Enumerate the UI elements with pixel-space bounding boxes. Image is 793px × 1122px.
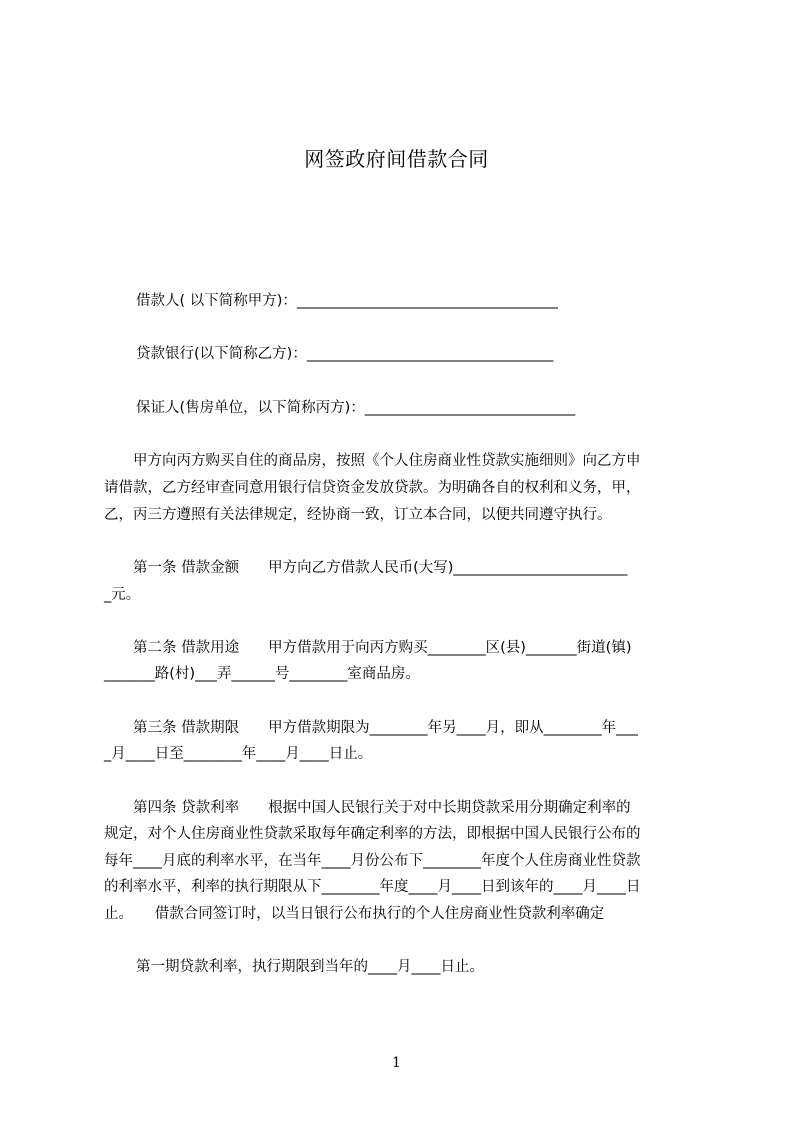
article-4-line: 的利率水平，利率的执行期限从下________年度____月____日到该年的____月____日 bbox=[104, 879, 641, 895]
article-4-line: 第四条 贷款利率 根据中国人民银行关于对中长期贷款采用分期确定利率的 bbox=[104, 800, 631, 816]
first-period-line: 第一期贷款利率，执行期限到当年的____月____日止。 bbox=[136, 959, 484, 975]
article-3-line: _月____日至________年____月____日止。 bbox=[104, 746, 373, 762]
article-4-line: 止。 借款合同签订时，以当日银行公布执行的个人住房商业性贷款利率确定 bbox=[104, 906, 605, 922]
article-1-line: _元。 bbox=[104, 587, 141, 603]
article-4-line: 规定，对个人住房商业性贷款采取每年确定利率的方法，即根据中国人民银行公布的 bbox=[104, 826, 641, 842]
guarantor-line: 保证人(售房单位，以下简称丙方)：_____________________________ bbox=[136, 400, 576, 416]
page-number: 1 bbox=[392, 1055, 401, 1071]
preamble-line: 请借款，乙方经审查同意用银行信贷资金发放贷款。为明确各自的权利和义务，甲， bbox=[104, 480, 641, 496]
borrower-line: 借款人( 以下简称甲方)：____________________________________ bbox=[136, 293, 558, 309]
article-2-line: _______路(村)___弄______号________室商品房。 bbox=[104, 666, 420, 682]
article-3-line: 第三条 借款期限 甲方借款期限为________年另____月，即从________年___ bbox=[104, 720, 638, 736]
preamble-line: 甲方向丙方购买自住的商品房，按照《个人住房商业性贷款实施细则》向乙方申 bbox=[104, 453, 641, 469]
bank-line: 贷款银行(以下简称乙方)：__________________________________ bbox=[136, 346, 554, 362]
article-2-line: 第二条 借款用途 甲方借款用于向丙方购买________区(县)_______街道(镇) bbox=[104, 640, 632, 656]
article-4-line: 每年____月底的利率水平，在当年____月份公布下________年度个人住房商业性贷款 bbox=[104, 853, 641, 869]
page-title: 网签政府间借款合同 bbox=[304, 147, 489, 171]
article-1-line: 第一条 借款金额 甲方向乙方借款人民币(大写)________________________ bbox=[104, 560, 628, 576]
preamble-line: 乙，丙三方遵照有关法律规定，经协商一致，订立本合同，以便共同遵守执行。 bbox=[104, 507, 612, 523]
